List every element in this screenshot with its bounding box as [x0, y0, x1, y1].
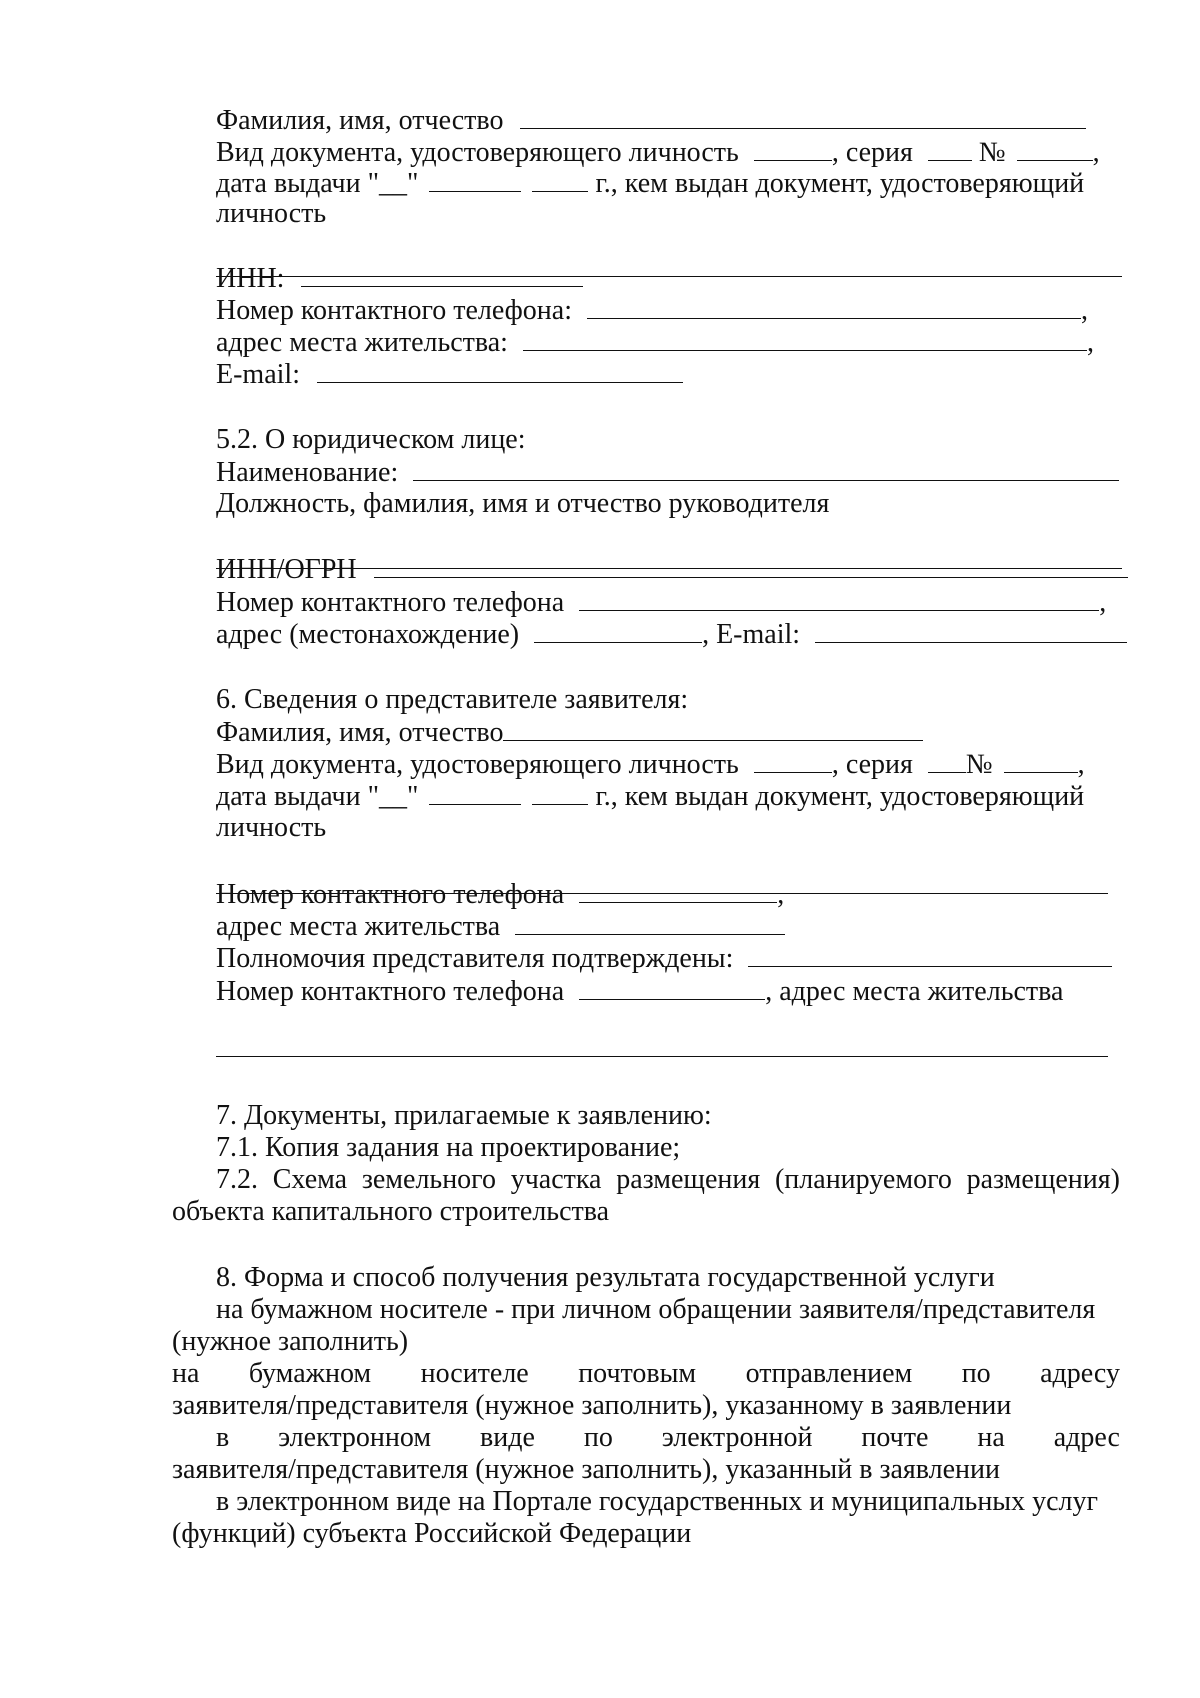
- legal-address-label: адрес (местонахождение): [216, 619, 520, 650]
- result-option-4-text: в электронном виде на Портале государственных и муниципальных услуг: [216, 1486, 1098, 1517]
- rep-id-doc-line: [216, 748, 1085, 782]
- legal-address-line: [216, 618, 1127, 652]
- rep-address2-field[interactable]: [216, 1056, 1108, 1057]
- fio-label: Фамилия, имя, отчество: [216, 105, 504, 136]
- legal-entity-heading-text: 5.2. О юридическом лице:: [216, 424, 526, 455]
- address-field[interactable]: [523, 326, 1087, 351]
- result-option-4: [216, 1486, 1098, 1520]
- documents-heading: [216, 1100, 712, 1134]
- issue-year-field[interactable]: [532, 167, 588, 192]
- inn-label: ИНН:: [216, 263, 285, 294]
- result-heading-text: 8. Форма и способ получения результата государственной услуги: [216, 1262, 995, 1293]
- word: на: [172, 1358, 200, 1389]
- rep-phone2-line: [216, 975, 1063, 1009]
- email-line: [216, 358, 683, 392]
- series-field[interactable]: [928, 136, 972, 161]
- word: виде: [480, 1422, 535, 1453]
- id-doc-field[interactable]: [754, 136, 832, 161]
- word: почтовым: [578, 1358, 697, 1389]
- rep-number-label: №: [965, 749, 993, 780]
- word: в: [216, 1422, 230, 1453]
- word: бумажном: [248, 1358, 372, 1389]
- rep-issue-date-line: [216, 780, 1084, 814]
- rep-authority-line: [216, 942, 1112, 976]
- legal-phone-field[interactable]: [579, 586, 1099, 611]
- inn-line: [216, 262, 583, 296]
- word: участка: [510, 1164, 602, 1195]
- phone-field[interactable]: [587, 294, 1081, 319]
- result-option-1-cont-text: (нужное заполнить): [172, 1326, 409, 1357]
- rep-phone-field[interactable]: [579, 878, 777, 903]
- comma: ,: [1092, 137, 1100, 168]
- fio-field[interactable]: [520, 104, 1086, 129]
- result-option-3: [216, 1422, 1120, 1456]
- inn-field[interactable]: [301, 262, 583, 287]
- comma: ,: [1081, 295, 1088, 326]
- result-option-1-text: на бумажном носителе - при личном обращении заявителя/представителя: [216, 1294, 1096, 1325]
- word: размещения: [616, 1164, 761, 1195]
- word: адрес: [1053, 1422, 1120, 1453]
- issue-month-field[interactable]: [429, 167, 521, 192]
- documents-item-1: [216, 1132, 680, 1166]
- word: адресу: [1040, 1358, 1120, 1389]
- documents-heading-text: 7. Документы, прилагаемые к заявлению:: [216, 1100, 712, 1131]
- rep-identity-label: личность: [216, 812, 327, 843]
- word: носителе: [420, 1358, 529, 1389]
- head-line: [216, 488, 829, 522]
- comma: ,: [777, 879, 785, 910]
- result-option-4-cont-text: (функций) субъекта Российской Федерации: [172, 1518, 692, 1549]
- rep-issue-month-field[interactable]: [429, 780, 521, 805]
- rep-address-field[interactable]: [515, 910, 785, 935]
- representative-heading: [216, 684, 688, 718]
- legal-phone-label: Номер контактного телефона: [216, 587, 565, 618]
- fio-line: [216, 104, 1086, 138]
- rep-number-field[interactable]: [1004, 748, 1078, 773]
- id-doc-line: [216, 136, 1100, 170]
- result-option-4-cont: [172, 1518, 691, 1552]
- result-option-2: [172, 1358, 1120, 1392]
- rep-address2-label: , адрес места жительства: [765, 976, 1064, 1007]
- issued-by-label: г., кем выдан документ, удостоверяющий: [595, 168, 1085, 199]
- rep-fio-label: Фамилия, имя, отчество: [216, 717, 504, 748]
- rep-issue-date-label: дата выдачи "__": [216, 781, 419, 812]
- legal-phone-line: [216, 586, 1106, 620]
- rep-phone2-label: Номер контактного телефона: [216, 976, 565, 1007]
- inn-ogrn-label: ИНН/ОГРН: [216, 554, 357, 585]
- rep-identity-line: [216, 812, 326, 846]
- word: на: [977, 1422, 1005, 1453]
- word: Схема: [272, 1164, 348, 1195]
- legal-entity-heading: [216, 424, 526, 458]
- result-option-3-cont: [172, 1454, 1000, 1488]
- rep-phone-line: [216, 878, 784, 912]
- number-field[interactable]: [1017, 136, 1093, 161]
- word: почте: [861, 1422, 929, 1453]
- result-heading: [216, 1262, 995, 1296]
- word: по: [583, 1422, 613, 1453]
- word: земельного: [361, 1164, 496, 1195]
- rep-fio-field[interactable]: [503, 716, 923, 741]
- rep-address-line: [216, 910, 785, 944]
- head-label: Должность, фамилия, имя и отчество руководителя: [216, 488, 830, 519]
- result-option-3-cont-text: заявителя/представителя (нужное заполнить), указанный в заявлении: [172, 1454, 1001, 1485]
- documents-item-2-cont: [172, 1196, 609, 1230]
- number-label: №: [978, 137, 1006, 168]
- legal-email-label: , E-mail:: [702, 619, 801, 650]
- rep-issue-year-field[interactable]: [532, 780, 588, 805]
- rep-id-doc-label: Вид документа, удостоверяющего личность: [216, 749, 739, 780]
- address-label: адрес места жительства:: [216, 327, 508, 358]
- id-doc-label: Вид документа, удостоверяющего личность: [216, 137, 739, 168]
- word: 7.2.: [216, 1164, 258, 1195]
- rep-phone-label: Номер контактного телефона: [216, 879, 565, 910]
- legal-name-label: Наименование:: [216, 457, 399, 488]
- rep-series-field[interactable]: [928, 748, 966, 773]
- identity-line: [216, 198, 326, 232]
- representative-heading-text: 6. Сведения о представителе заявителя:: [216, 684, 689, 715]
- issue-date-line: [216, 167, 1084, 201]
- identity-label: личность: [216, 198, 327, 229]
- email-field[interactable]: [317, 358, 683, 383]
- comma: ,: [1099, 587, 1107, 618]
- word: по: [961, 1358, 991, 1389]
- legal-email-field[interactable]: [815, 618, 1127, 643]
- word: размещения): [966, 1164, 1120, 1195]
- rep-address-label: адрес места жительства: [216, 911, 501, 942]
- rep-fio-line: [216, 716, 923, 750]
- rep-series-label: , серия: [831, 749, 913, 780]
- rep-id-doc-field[interactable]: [754, 748, 832, 773]
- comma: ,: [1077, 749, 1085, 780]
- word: электронном: [278, 1422, 432, 1453]
- address-line: [216, 326, 1094, 360]
- phone-label: Номер контактного телефона:: [216, 295, 572, 326]
- documents-item-2: [216, 1164, 1120, 1198]
- rep-authority-label: Полномочия представителя подтверждены:: [216, 943, 734, 974]
- word: отправлением: [745, 1358, 913, 1389]
- legal-name-field[interactable]: [413, 456, 1119, 481]
- legal-address-field[interactable]: [534, 618, 702, 643]
- inn-ogrn-line: [216, 553, 1128, 587]
- phone-line: [216, 294, 1088, 328]
- result-option-2-cont-text: заявителя/представителя (нужное заполнить), указанному в заявлении: [172, 1390, 1012, 1421]
- rep-phone2-field[interactable]: [579, 975, 765, 1000]
- email-label: E-mail:: [216, 359, 300, 390]
- word: (планируемого: [774, 1164, 952, 1195]
- documents-item-1-text: 7.1. Копия задания на проектирование;: [216, 1132, 681, 1163]
- rep-authority-field[interactable]: [748, 942, 1112, 967]
- comma: ,: [1086, 327, 1094, 358]
- result-option-1-cont: [172, 1326, 408, 1360]
- legal-name-line: [216, 456, 1119, 490]
- result-option-2-cont: [172, 1390, 1011, 1424]
- issue-date-label: дата выдачи "__": [216, 168, 419, 199]
- documents-item-2-cont-text: объекта капитального строительства: [172, 1196, 610, 1227]
- inn-ogrn-field[interactable]: [374, 553, 1128, 578]
- series-label: , серия: [831, 137, 913, 168]
- word: электронной: [661, 1422, 813, 1453]
- result-option-1: [216, 1294, 1095, 1328]
- rep-issued-by-label: г., кем выдан документ, удостоверяющий: [595, 781, 1085, 812]
